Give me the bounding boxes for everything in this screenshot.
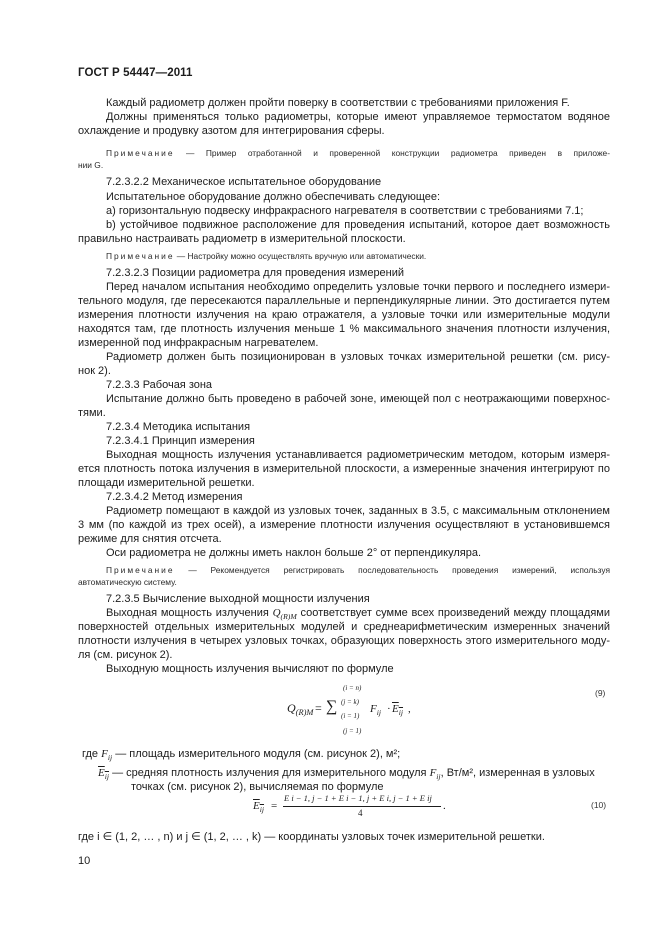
subscript: ij xyxy=(104,772,110,781)
subscript: ij xyxy=(259,805,265,814)
paragraph: плотности излучения в четырех узловых точках, образующих поверхность этого измерительного моду- xyxy=(78,635,610,647)
e-letter: E xyxy=(98,767,105,779)
section-heading: 7.2.3.4.2 Метод измерения xyxy=(106,491,243,503)
sum-limit: (j = k) xyxy=(341,698,359,706)
q-letter: Q xyxy=(287,701,296,715)
section-heading: 7.2.3.3 Рабочая зона xyxy=(106,379,213,391)
note-label: Примечание xyxy=(106,565,175,575)
note-text: — Настройку можно осуществлять вручную или автоматически. xyxy=(174,251,427,261)
equation-number: (9) xyxy=(595,688,606,698)
q-subscript: (R)M xyxy=(295,708,314,717)
subscript: ij xyxy=(436,772,441,781)
fraction-bar xyxy=(283,806,441,807)
paragraph: ля (см. рисунок 2). xyxy=(78,649,173,661)
e-bar-symbol xyxy=(98,767,109,779)
comma: , xyxy=(408,703,411,715)
f-letter: F xyxy=(101,748,108,760)
subscript: ij xyxy=(107,753,113,762)
period: . xyxy=(443,800,446,812)
section-heading: 7.2.3.2.2 Механическое испытательное оборудование xyxy=(106,176,382,188)
paragraph: режиме для снятия отсчета. xyxy=(78,533,222,545)
f-symbol xyxy=(430,767,441,779)
note-text: — Рекомендуется регистрировать последовательность проведения измерений, используя xyxy=(174,565,610,575)
sum-sign: ∑ xyxy=(326,698,338,715)
definition xyxy=(82,747,400,761)
list-item: b) устойчивое подвижное расположение для проведения испытаний, которое дает возможность xyxy=(106,219,610,231)
f-symbol xyxy=(101,748,112,760)
f-letter: F xyxy=(429,767,437,779)
sum-limit: (i = 1) xyxy=(341,712,360,720)
equation-number: (10) xyxy=(591,800,607,810)
paragraph: нок 2). xyxy=(78,365,111,377)
paragraph: измерения плотности излучения на краю отражателя, а узловые точки или измерительные модули xyxy=(78,309,610,321)
subscript: ij xyxy=(398,708,404,717)
paragraph: тями. xyxy=(78,407,106,419)
text: , Вт/м², измеренная в узловых xyxy=(440,767,595,779)
text: — средняя плотность излучения для измерительного модуля xyxy=(109,767,430,779)
text: где xyxy=(82,748,102,760)
paragraph: где i ∈ (1, 2, … , n) и j ∈ (1, 2, … , k) — координаты узловых точек измерительной решетки. xyxy=(78,831,545,843)
paragraph: ется плотность потока излучения в измерительной плоскости, а измеренные значения интегрируют по xyxy=(78,463,610,475)
page-number: 10 xyxy=(78,855,91,867)
paragraph: измеренной под инфракрасным нагревателем. xyxy=(78,337,319,349)
page-header-title: ГОСТ Р 54447—2011 xyxy=(78,67,193,79)
paragraph: площади измерительной решетки. xyxy=(78,477,255,489)
equals-sign: = xyxy=(271,800,278,812)
section-heading: 7.2.3.4.1 Принцип измерения xyxy=(106,435,255,447)
paragraph: Испытательное оборудование должно обеспечивать следующее: xyxy=(106,191,441,203)
sum-limit: (j = 1) xyxy=(343,727,362,735)
paragraph: тельного модуля, где пересекаются параллельные и перпендикулярные линии. Это достигается путем xyxy=(78,295,610,307)
f-letter: F xyxy=(370,703,377,715)
note-text: — Пример отработанной и проверенной конструкции радиометра приведен в приложе- xyxy=(174,148,610,158)
text: — площадь измерительного модуля (см. рисунок 2), м²; xyxy=(112,748,401,760)
e-letter: E xyxy=(253,800,260,812)
paragraph: Выходная мощность излучения устанавливается радиометрическим методом, которым измеря- xyxy=(106,449,610,461)
sum-limit: (i = n) xyxy=(343,684,362,692)
section-heading: 7.2.3.4 Методика испытания xyxy=(106,421,251,433)
paragraph: Испытание должно быть проведено в рабочей зоне, имеющей пол с неотражающими поверхнос- xyxy=(106,393,610,405)
q-symbol xyxy=(273,607,297,619)
text: соответствует сумме всех произведений между площадями xyxy=(296,607,610,619)
paragraph: Выходную мощность излучения вычисляют по формуле xyxy=(106,663,394,675)
note-text: автоматическую систему. xyxy=(78,577,177,587)
note xyxy=(106,250,426,263)
e-bar-symbol xyxy=(253,800,264,812)
q-letter: Q xyxy=(272,607,281,619)
paragraph: 3 мм (по каждой из трех осей), а измерение плотности излучения осуществляют в установившемся xyxy=(78,519,610,531)
fraction-denominator: 4 xyxy=(358,808,363,818)
definition xyxy=(98,766,595,780)
list-item: правильно настраивать радиометр в измерительной плоскости. xyxy=(78,233,406,245)
paragraph: Оси радиометра не должны иметь наклон больше 2° от перпендикуляра. xyxy=(106,547,482,559)
section-heading: 7.2.3.5 Вычисление выходной мощности излучения xyxy=(106,593,370,605)
paragraph: Радиометр помещают в каждой из узловых точек, заданных в 3.5, с максимальным отклонением xyxy=(106,505,610,517)
note-label: Примечание xyxy=(106,148,175,158)
section-heading: 7.2.3.2.3 Позиции радиометра для проведения измерений xyxy=(106,267,405,279)
paragraph: Каждый радиометр должен пройти поверку в соответствии с требованиями приложения F. xyxy=(106,97,570,109)
definition: точках (см. рисунок 2), вычисляемая по формуле xyxy=(131,781,384,793)
text: Выходная мощность излучения xyxy=(106,607,273,619)
paragraph: Перед началом испытания необходимо определить узловые точки первого и последнего измери- xyxy=(106,281,610,293)
subscript: ij xyxy=(376,708,382,717)
dot-operator: · xyxy=(387,703,391,715)
q-symbol xyxy=(287,701,313,716)
note-label: Примечание xyxy=(106,251,175,261)
paragraph xyxy=(106,606,610,620)
paragraph: охлаждение и продувку азотом для интегрирования сферы. xyxy=(78,125,385,137)
e-letter: E xyxy=(392,703,399,715)
paragraph: Должны применяться только радиометры, которые имеют управляемое термостатом водяное xyxy=(106,111,610,123)
list-item: а) горизонтальную подвеску инфракрасного нагревателя в соответствии с требованиями 7.1; xyxy=(106,205,584,217)
f-symbol xyxy=(370,703,381,715)
equals-sign: = xyxy=(315,701,322,715)
fraction-numerator: E i − 1, j − 1 + E i − 1, j + E i, j − 1 + E ij xyxy=(284,793,432,803)
note-text: нии G. xyxy=(78,160,104,170)
e-bar-symbol xyxy=(392,703,403,715)
q-subscript: (R)M xyxy=(280,612,297,621)
paragraph: находятся там, где плотность излучения меньше 1 % максимального значения плотности излучения, xyxy=(78,323,610,335)
paragraph: поверхностей отдельных измерительных модулей и среднеарифметическим измеренных значений xyxy=(78,621,610,633)
paragraph: Радиометр должен быть позиционирован в узловых точках измерительной решетки (см. рису- xyxy=(106,351,610,363)
